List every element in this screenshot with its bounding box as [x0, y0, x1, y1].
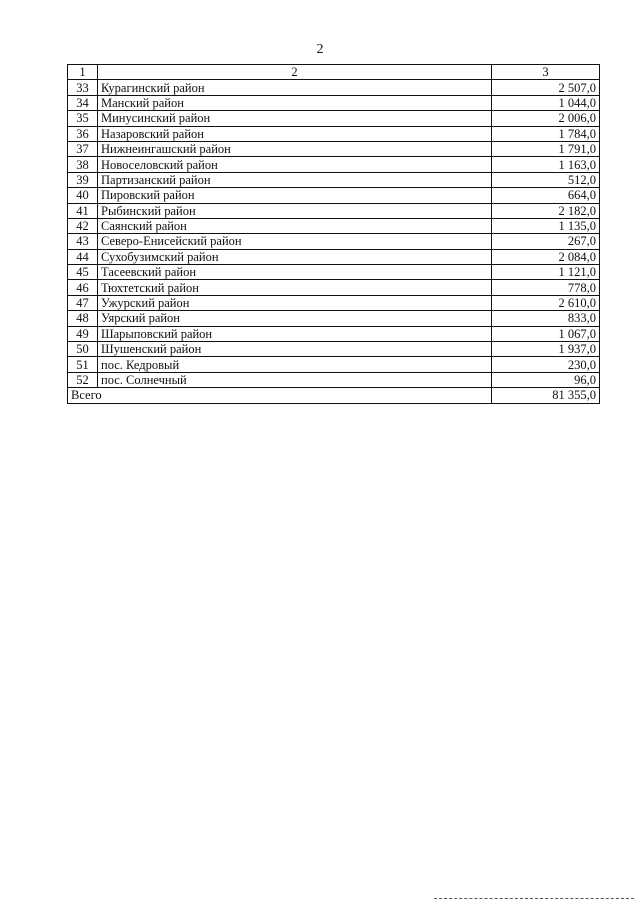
table-row [68, 126, 600, 141]
row-district-name: Саянский район [98, 218, 492, 233]
table-row [68, 172, 600, 187]
table-row [68, 203, 600, 218]
table-header-row [68, 65, 600, 80]
row-number: 52 [68, 372, 98, 387]
table-row [68, 95, 600, 110]
table-row [68, 188, 600, 203]
row-number: 49 [68, 326, 98, 341]
row-district-name: Уярский район [98, 311, 492, 326]
total-label: Всего [68, 388, 492, 403]
row-number: 39 [68, 172, 98, 187]
row-value: 2 006,0 [492, 111, 600, 126]
row-number: 35 [68, 111, 98, 126]
row-number: 48 [68, 311, 98, 326]
row-value: 1 135,0 [492, 218, 600, 233]
row-district-name: Шушенский район [98, 342, 492, 357]
row-number: 46 [68, 280, 98, 295]
footer-divider [434, 898, 634, 899]
table-row [68, 280, 600, 295]
row-number: 42 [68, 218, 98, 233]
row-value: 1 044,0 [492, 95, 600, 110]
row-district-name: Ужурский район [98, 295, 492, 310]
row-value: 230,0 [492, 357, 600, 372]
row-value: 96,0 [492, 372, 600, 387]
table-row [68, 111, 600, 126]
row-district-name: Назаровский район [98, 126, 492, 141]
row-value: 833,0 [492, 311, 600, 326]
row-district-name: Шарыповский район [98, 326, 492, 341]
row-district-name: Сухобузимский район [98, 249, 492, 264]
row-value: 512,0 [492, 172, 600, 187]
column-header-name: 2 [98, 65, 492, 80]
row-number: 38 [68, 157, 98, 172]
row-number: 43 [68, 234, 98, 249]
table-body [68, 65, 600, 404]
row-number: 50 [68, 342, 98, 357]
table-row [68, 141, 600, 156]
row-number: 34 [68, 95, 98, 110]
table-row [68, 357, 600, 372]
row-value: 267,0 [492, 234, 600, 249]
allocation-table [67, 64, 600, 404]
table-row [68, 157, 600, 172]
table-row [68, 249, 600, 264]
table-row [68, 295, 600, 310]
row-value: 2 507,0 [492, 80, 600, 95]
table-row [68, 218, 600, 233]
row-value: 2 610,0 [492, 295, 600, 310]
row-district-name: Партизанский район [98, 172, 492, 187]
table-total-row [68, 388, 600, 403]
row-number: 51 [68, 357, 98, 372]
total-value: 81 355,0 [492, 388, 600, 403]
row-number: 45 [68, 265, 98, 280]
row-district-name: Рыбинский район [98, 203, 492, 218]
row-district-name: Курагинский район [98, 80, 492, 95]
row-district-name: Тасеевский район [98, 265, 492, 280]
row-number: 40 [68, 188, 98, 203]
column-header-value: 3 [492, 65, 600, 80]
row-value: 1 067,0 [492, 326, 600, 341]
row-value: 664,0 [492, 188, 600, 203]
row-number: 44 [68, 249, 98, 264]
row-number: 36 [68, 126, 98, 141]
table-row [68, 311, 600, 326]
row-district-name: Нижнеингашский район [98, 141, 492, 156]
row-district-name: Тюхтетский район [98, 280, 492, 295]
table-row [68, 234, 600, 249]
row-number: 33 [68, 80, 98, 95]
row-value: 778,0 [492, 280, 600, 295]
row-value: 1 121,0 [492, 265, 600, 280]
row-value: 1 784,0 [492, 126, 600, 141]
row-district-name: Северо-Енисейский район [98, 234, 492, 249]
table-row [68, 326, 600, 341]
row-district-name: Минусинский район [98, 111, 492, 126]
table-row [68, 342, 600, 357]
table-row [68, 372, 600, 387]
row-number: 41 [68, 203, 98, 218]
column-header-number: 1 [68, 65, 98, 80]
row-district-name: Новоселовский район [98, 157, 492, 172]
row-number: 47 [68, 295, 98, 310]
row-district-name: Пировский район [98, 188, 492, 203]
row-value: 1 937,0 [492, 342, 600, 357]
row-value: 1 791,0 [492, 141, 600, 156]
table-row [68, 265, 600, 280]
table-row [68, 80, 600, 95]
row-value: 2 084,0 [492, 249, 600, 264]
page-number: 2 [316, 42, 324, 57]
row-district-name: пос. Солнечный [98, 372, 492, 387]
row-value: 2 182,0 [492, 203, 600, 218]
row-value: 1 163,0 [492, 157, 600, 172]
row-number: 37 [68, 141, 98, 156]
row-district-name: Манский район [98, 95, 492, 110]
row-district-name: пос. Кедровый [98, 357, 492, 372]
